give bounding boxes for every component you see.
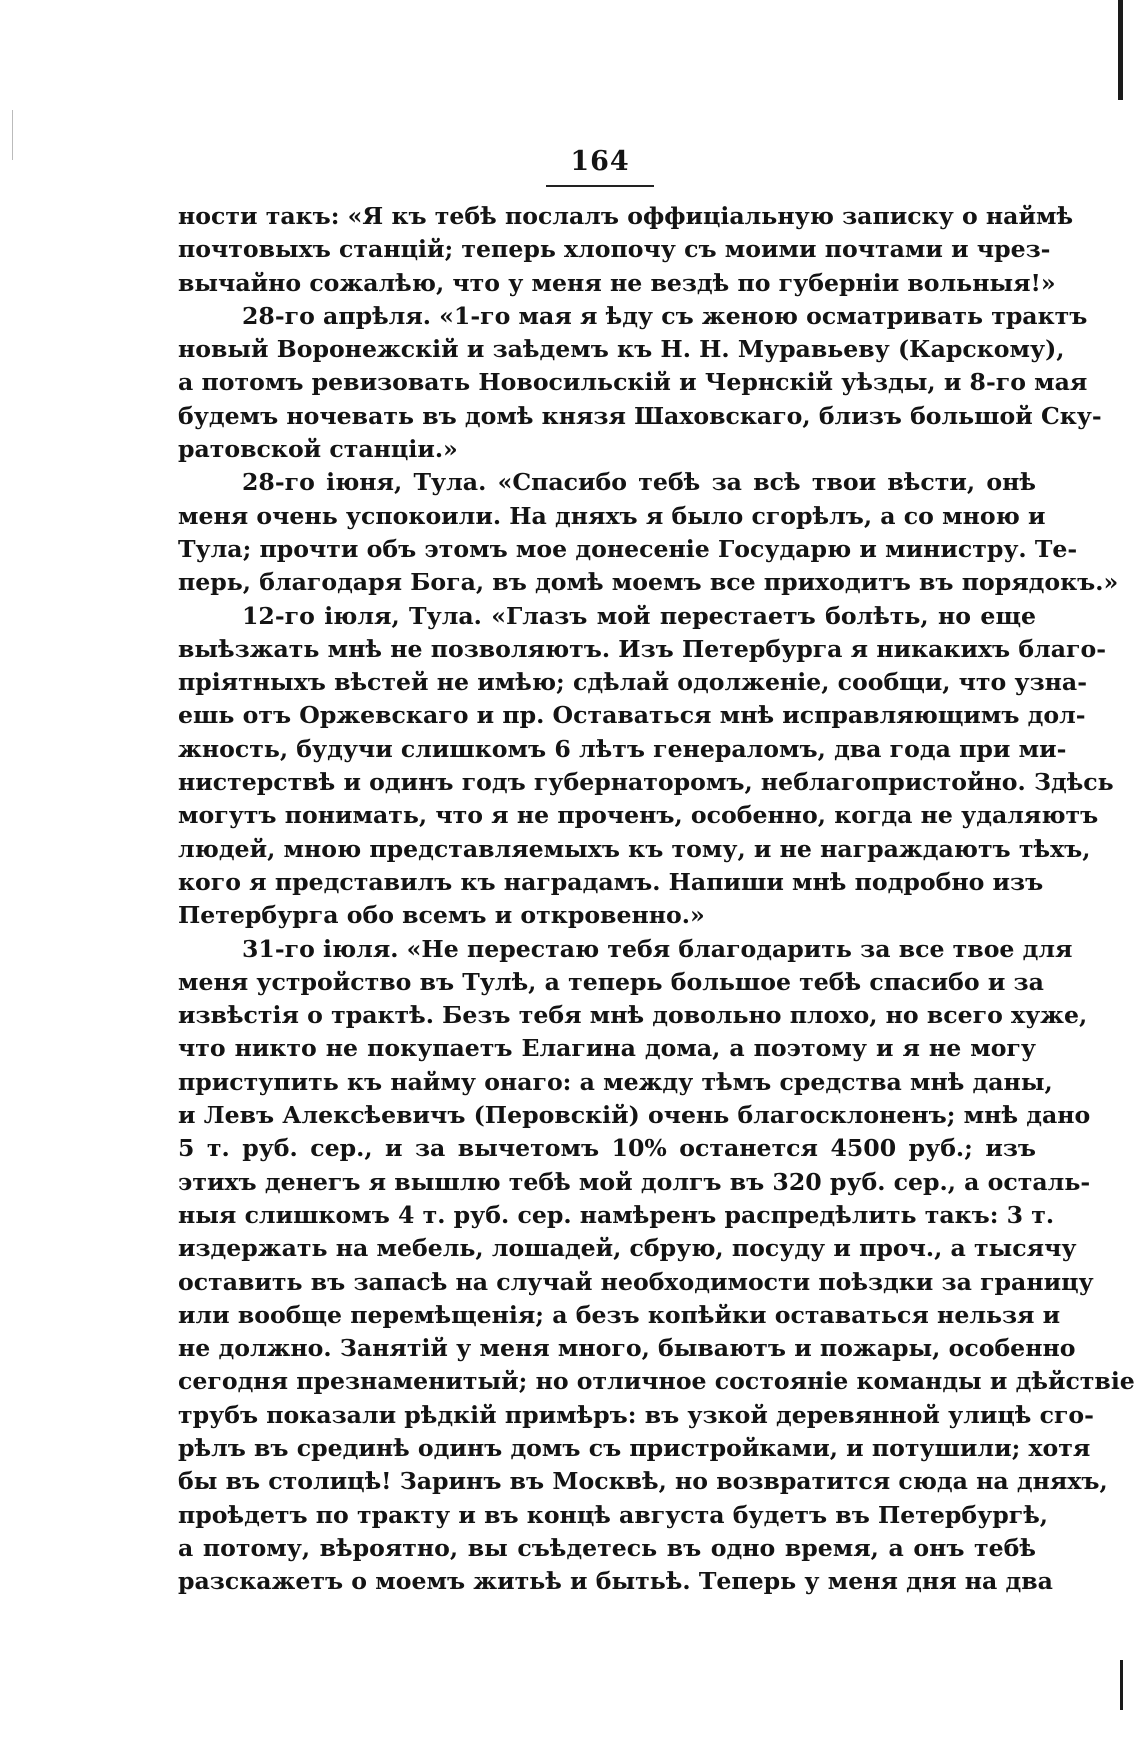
text-line: Петербурга обо всемъ и откровенно.» [178, 901, 705, 930]
text-line: и Левъ Алексѣевичъ (Перовскій) очень благосклоненъ; мнѣ дано [178, 1101, 1091, 1130]
scan-edge-mark [1120, 1660, 1123, 1710]
text-line: а потому, вѣроятно, вы съѣдетесь въ одно время, а онъ тебѣ [178, 1533, 1036, 1562]
text-line: вычайно сожалѣю, что у меня не вездѣ по губерніи вольныя!» [178, 268, 1056, 297]
text-line: будемъ ночевать въ домѣ князя Шаховскаго, близъ большой Ску- [178, 401, 1102, 430]
text-line: меня устройство въ Тулѣ, а теперь большое тебѣ спасибо и за [178, 967, 1044, 996]
text-line: жность, будучи слишкомъ 6 лѣтъ генераломъ, два года при ми- [178, 734, 1067, 763]
text-line: новый Воронежскій и заѣдемъ къ Н. Н. Муравьеву (Карскому), [178, 335, 1065, 364]
text-line: извѣстія о трактѣ. Безъ тебя мнѣ довольно плохо, но всего хуже, [178, 1001, 1088, 1030]
text-line: Тула; прочти объ этомъ мое донесеніе Государю и министру. Те- [178, 534, 1078, 563]
scan-artifact [12, 110, 13, 160]
text-line: 28-го іюня, Тула. «Спасибо тебѣ за всѣ твои вѣсти, онѣ [242, 468, 1036, 497]
text-line: или вообще перемѣщенія; а безъ копѣйки оставаться нельзя и [178, 1300, 1061, 1329]
text-line: издержать на мебель, лошадей, сбрую, посуду и проч., а тысячу [178, 1234, 1077, 1263]
text-line: могутъ понимать, что я не проченъ, особенно, когда не удаляютъ [178, 801, 1099, 830]
page-number: 164 [570, 146, 630, 177]
text-line: 31-го іюля. «Не перестаю тебя благодарить за все твое для [242, 934, 1073, 963]
text-line: рѣлъ въ срединѣ одинъ домъ съ пристройками, и потушили; хотя [178, 1433, 1091, 1462]
text-line: 5 т. руб. сер., и за вычетомъ 10% останется 4500 руб.; изъ [178, 1134, 1036, 1163]
text-line: 28-го апрѣля. «1-го мая я ѣду съ женою осматривать трактъ [242, 301, 1088, 330]
text-line: проѣдетъ по тракту и въ концѣ августа будетъ въ Петербургѣ, [178, 1500, 1049, 1529]
page-number-rule [546, 185, 654, 187]
text-line: оставить въ запасѣ на случай необходимости поѣздки за границу [178, 1267, 1094, 1296]
text-line: бы въ столицѣ! Заринъ въ Москвѣ, но возвратится сюда на дняхъ, [178, 1467, 1108, 1496]
text-line: ешь отъ Оржевскаго и пр. Оставаться мнѣ исправляющимъ дол- [178, 701, 1086, 730]
text-line: людей, мною представляемыхъ къ тому, и не награждаютъ тѣхъ, [178, 834, 1091, 863]
text-line: почтовыхъ станцій; теперь хлопочу съ моими почтами и чрез- [178, 235, 1051, 264]
scan-edge-mark [1118, 0, 1123, 100]
text-line: а потомъ ревизовать Новосильскій и Чернскій уѣзды, и 8-го мая [178, 368, 1088, 397]
text-line: что никто не покупаетъ Елагина дома, а поэтому и я не могу [178, 1034, 1036, 1063]
text-line: трубъ показали рѣдкій примѣръ: въ узкой деревянной улицѣ сго- [178, 1400, 1094, 1429]
text-line: сегодня презнаменитый; но отличное состояніе команды и дѣйствіе [178, 1367, 1135, 1396]
text-line: пріятныхъ вѣстей не имѣю; сдѣлай одолженіе, сообщи, что узна- [178, 668, 1088, 697]
text-line: выѣзжать мнѣ не позволяютъ. Изъ Петербурга я никакихъ благо- [178, 634, 1106, 663]
text-line: разскажетъ о моемъ житьѣ и бытьѣ. Теперь у меня дня на два [178, 1567, 1053, 1596]
text-line: нистерствѣ и одинъ годъ губернаторомъ, неблагопристойно. Здѣсь [178, 768, 1114, 797]
text-line: приступить къ найму онаго: а между тѣмъ средства мнѣ даны, [178, 1067, 1053, 1096]
text-line: ныя слишкомъ 4 т. руб. сер. намѣренъ распредѣлить такъ: 3 т. [178, 1200, 1055, 1229]
text-line: этихъ денегъ я вышлю тебѣ мой долгъ въ 320 руб. сер., а осталь- [178, 1167, 1091, 1196]
text-line: перь, благодаря Бога, въ домѣ моемъ все приходитъ въ порядокъ.» [178, 568, 1119, 597]
text-line: ратовской станціи.» [178, 435, 458, 464]
text-line: ности такъ: «Я къ тебѣ послалъ оффиціальную записку о наймѣ [178, 202, 1074, 230]
text-line: 12-го іюля, Тула. «Глазъ мой перестаетъ болѣть, но еще [242, 601, 1036, 630]
text-line: меня очень успокоили. На дняхъ я было сгорѣлъ, а со мною и [178, 501, 1046, 530]
text-line: кого я представилъ къ наградамъ. Напиши мнѣ подробно изъ [178, 867, 1044, 896]
body-text [178, 200, 1135, 1598]
text-line: не должно. Занятій у меня много, бываютъ и пожары, особенно [178, 1334, 1076, 1363]
